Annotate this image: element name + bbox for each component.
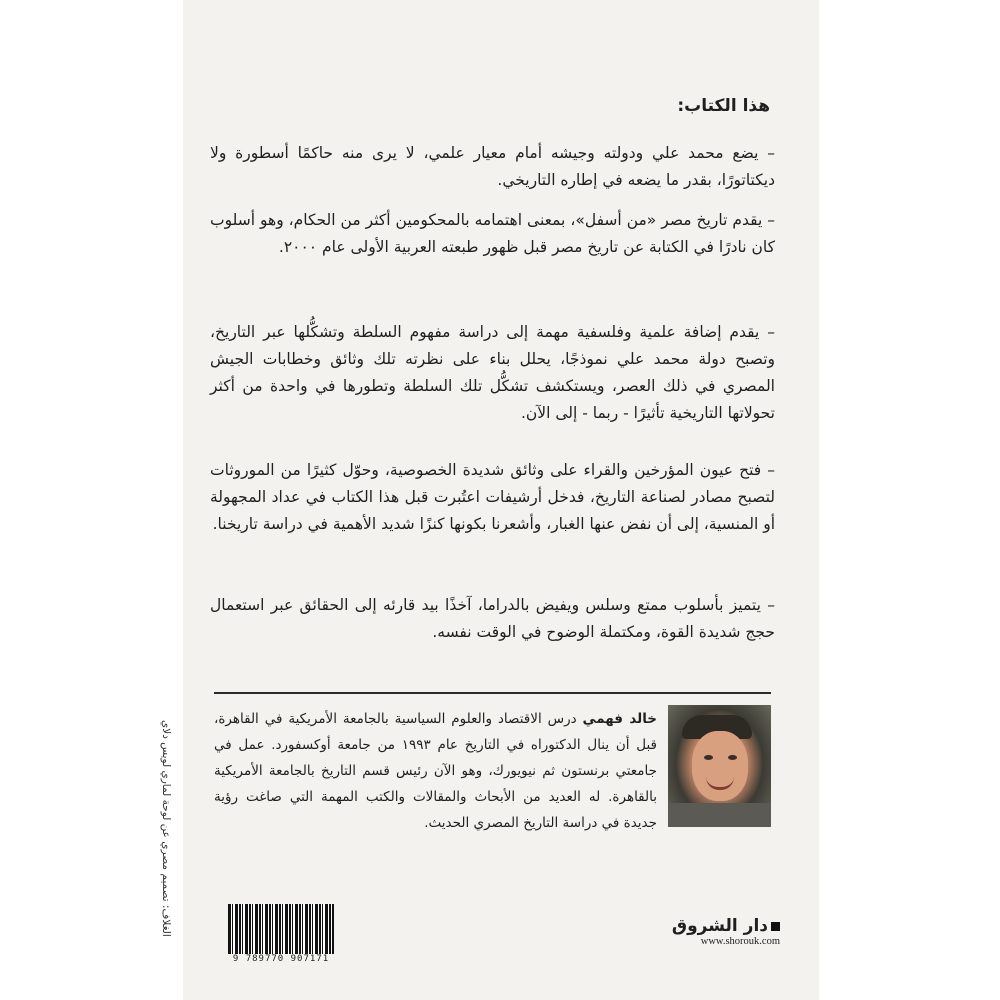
barcode-digits: 9 789770 907171 (232, 954, 330, 964)
paragraph-text: – يتميز بأسلوب ممتع وسلس ويفيض بالدراما، آخذًا بيد قارئه إلى الحقائق عبر استعمال حجج شديدة القوة، ومكتملة الوضوح في الوقت نفسه. (210, 596, 775, 641)
publisher-name: دار الشروق (671, 916, 768, 936)
paragraph-3 (210, 319, 775, 427)
paragraph-4 (210, 457, 775, 538)
paragraph-text: – فتح عيون المؤرخين والقراء على وثائق شديدة الخصوصية، وحوّل كثيرًا من الموروثات لتصبح مصادر لصناعة التاريخ، فدخل أرشيفات اعتُبرت قبل هذا الكتاب في عداد المجهولة أو المنسية، إلى أن نفض عنها الغبار، وأشعرنا بكونها كنزًا شديد الأهمية في دراسة تاريخنا. (210, 461, 775, 533)
author-bio-text: درس الاقتصاد والعلوم السياسية بالجامعة الأمريكية في القاهرة، قبل أن ينال الدكتوراه في التاريخ عام ١٩٩٣ من جامعة أوكسفورد. عمل في جامعتي برنستون ثم نيويورك، وهو الآن رئيس قسم التاريخ بالجامعة الأمريكية بالقاهرة. له العديد من الأبحاث والمقالات والكتب المهمة التي صاغت رؤية جديدة في دراسة التاريخ المصري الحديث. (214, 711, 658, 831)
paragraph-text: – يقدم تاريخ مصر «من أسفل»، بمعنى اهتمامه بالمحكومين أكثر من الحكام، وهو أسلوب كان نادرًا في الكتابة عن تاريخ مصر قبل ظهور طبعته العربية الأولى عام ٢٠٠٠. (210, 211, 775, 256)
barcode-bars (228, 904, 334, 954)
author-bio (214, 706, 657, 836)
logo-mark-icon (771, 922, 780, 931)
section-divider (214, 692, 771, 694)
paragraph-text: – يضع محمد علي ودولته وجيشه أمام معيار علمي، لا يرى منه حاكمًا أسطورة ولا ديكتاتورًا، بقدر ما يضعه في إطاره التاريخي. (210, 144, 775, 189)
paragraph-1 (210, 140, 775, 194)
author-portrait (668, 705, 771, 827)
paragraph-text: – يقدم إضافة علمية وفلسفية مهمة إلى دراسة مفهوم السلطة وتشكُّلها عبر التاريخ، وتصبح دولة محمد علي نموذجًا، يحلل بناء على نظرته تلك وثائق وخطابات الجيش المصري في ذلك العصر، ويستكشف تشكُّل تلك السلطة وتطورها في واحدة من أكثر تحولاتها التاريخية تأثيرًا - ربما - إلى الآن. (210, 323, 775, 422)
section-heading: هذا الكتاب: (677, 96, 770, 116)
barcode (228, 904, 334, 968)
author-name: خالد فهمي (582, 711, 657, 727)
paragraph-5 (210, 592, 775, 646)
paragraph-2 (210, 207, 775, 261)
cover-credit: الغلاف: تصميم مصري عن لوحة لماري لويس دلاي (160, 720, 172, 937)
publisher-logo (670, 916, 780, 947)
publisher-url: www.shorouk.com (700, 936, 780, 947)
